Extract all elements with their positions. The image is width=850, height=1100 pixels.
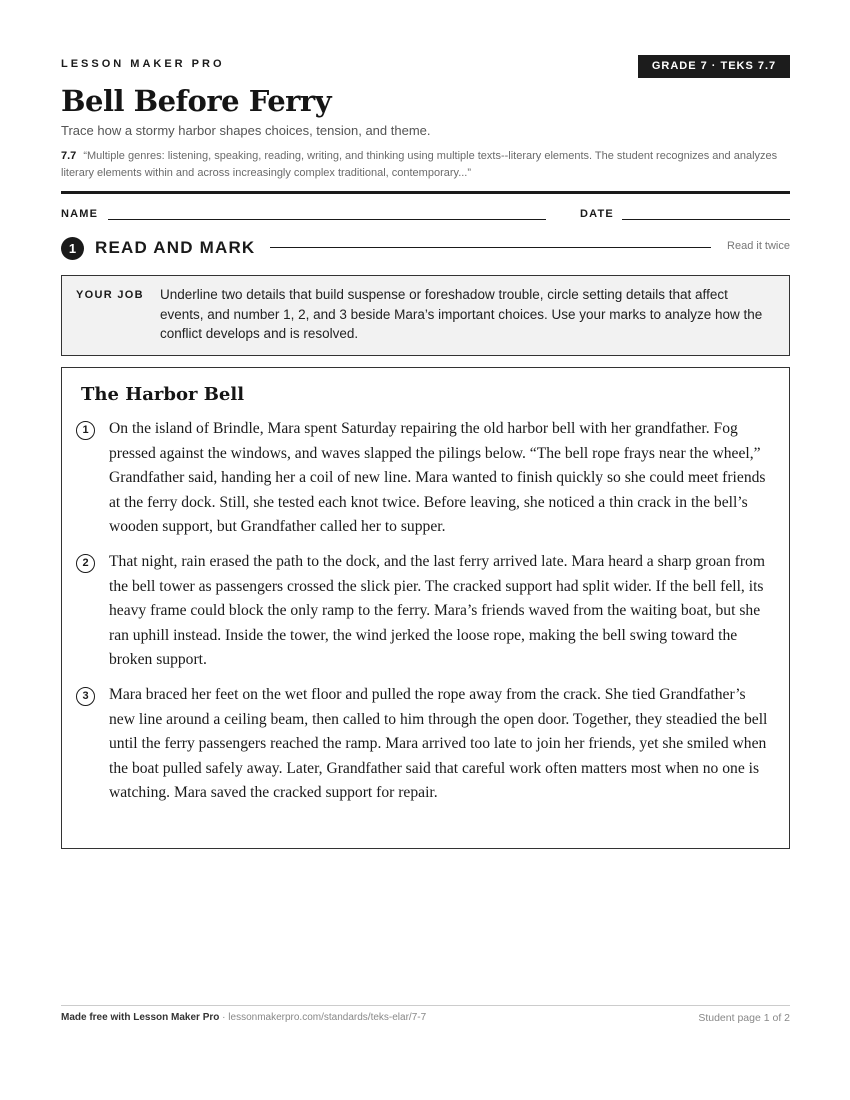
paragraph-number-3: 3 xyxy=(76,687,95,706)
section-note: Read it twice xyxy=(727,240,790,252)
section-title: READ AND MARK xyxy=(95,238,256,257)
footer-url[interactable]: lessonmakerpro.com/standards/teks-elar/7-7 xyxy=(228,1012,427,1023)
job-instructions-box xyxy=(61,275,790,356)
job-instructions: Underline two details that build suspense or foreshadow trouble, circle setting details that affect events, and number 1, 2, and 3 beside Mara’s important choices. Use your marks to analyze how the conflict develops and is resolved. xyxy=(160,287,763,341)
grade-badge: GRADE 7 · TEKS 7.7 xyxy=(638,55,790,78)
footer-divider xyxy=(61,1005,790,1006)
standard-description xyxy=(61,148,790,181)
date-field[interactable] xyxy=(622,219,790,220)
standard-text: “Multiple genres: listening, speaking, reading, writing, and thinking using multiple texts--literary elements. The student recognizes and analyzes literary elements within and across increasingly complex traditional, contemporary...” xyxy=(61,150,778,179)
name-field[interactable] xyxy=(108,219,546,220)
name-label: NAME xyxy=(61,208,99,220)
paragraph-1: On the island of Brindle, Mara spent Saturday repairing the old harbor bell with her grandfather. Fog pressed against the windows, and waves slapped the pilings below. “The bell rope frays near the wheel,” Grandfather said, handing her a coil of new line. Mara wanted to finish quickly so she could meet friends at the ferry dock. Still, she tested each knot twice. Before leaving, she noticed a thin crack in the bell’s wooden support, but Grandfather called her to supper. xyxy=(109,420,766,536)
section-rule xyxy=(270,247,711,248)
passage-title: The Harbor Bell xyxy=(81,384,245,405)
job-label: YOUR JOB xyxy=(76,289,144,301)
footer-credit xyxy=(61,1012,426,1023)
footer-separator: · xyxy=(219,1012,229,1023)
paragraph-3: Mara braced her feet on the wet floor and pulled the rope away from the crack. She tied Grandfather’s new line around a ceiling beam, then called to him through the open door. Together, they steadied the bell until the ferry passengers reached the ramp. Mara arrived too late to join her friends, yet she smiled when the boat pulled safely away. Later, Grandfather said that careful work often matters most when no one is watching. Mara saved the cracked support for repair. xyxy=(109,686,768,802)
reading-passage xyxy=(61,367,790,849)
header-divider xyxy=(61,191,790,194)
footer-page-number: Student page 1 of 2 xyxy=(698,1012,790,1024)
brand-name: LESSON MAKER PRO xyxy=(61,58,225,70)
footer-made-with: Made free with Lesson Maker Pro xyxy=(61,1012,220,1023)
standard-code: 7.7 xyxy=(61,150,77,162)
paragraph-number-2: 2 xyxy=(76,554,95,573)
worksheet-subtitle: Trace how a stormy harbor shapes choices, tension, and theme. xyxy=(61,123,431,138)
section-number-badge: 1 xyxy=(61,237,84,260)
worksheet-title: Bell Before Ferry xyxy=(61,84,332,118)
date-label: DATE xyxy=(580,208,614,220)
paragraph-2: That night, rain erased the path to the dock, and the last ferry arrived late. Mara heard a sharp groan from the bell tower as passengers crossed the slick pier. The cracked support had split wider. If the bell fell, its heavy frame could block the only ramp to the ferry. Mara’s friends waved from the waiting boat, but she ran uphill instead. Inside the tower, the wind jerked the loose rope, making the bell swing toward the broken support. xyxy=(109,553,765,669)
paragraph-number-1: 1 xyxy=(76,421,95,440)
worksheet-page xyxy=(61,0,790,1100)
